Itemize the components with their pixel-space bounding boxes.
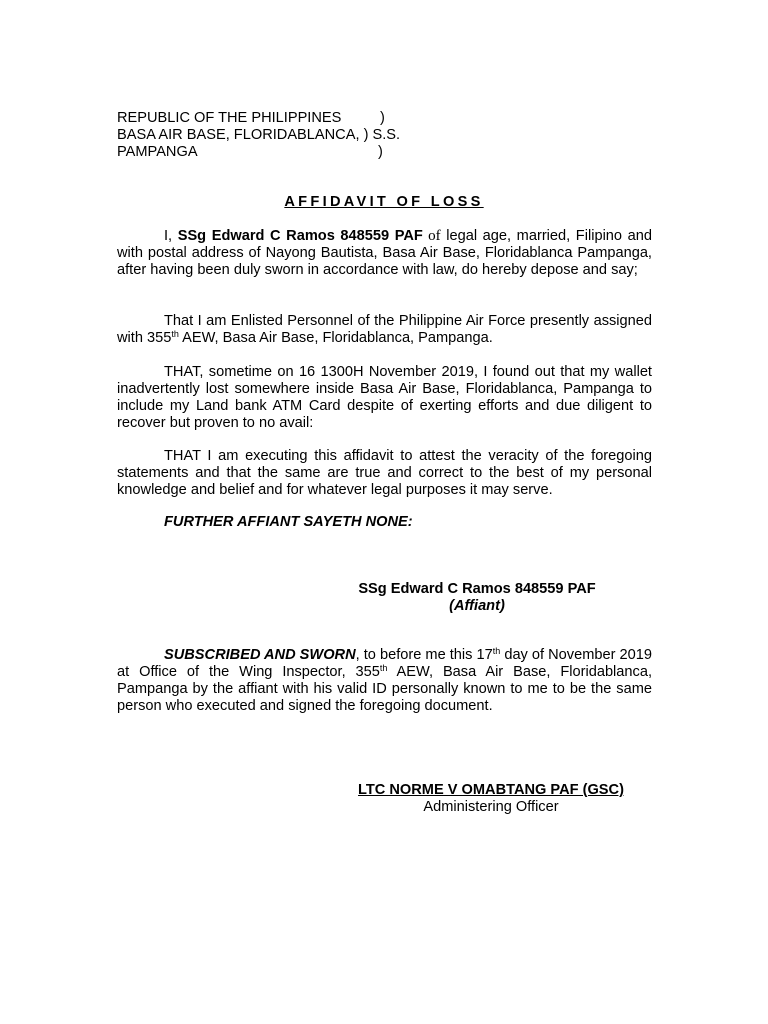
- jurat-lead: SUBSCRIBED AND SWORN: [164, 647, 356, 663]
- venue-line-3: PAMPANGA: [117, 144, 198, 160]
- jurat-text-a: , to before me this 17: [355, 647, 493, 663]
- officer-signature-block: [348, 782, 634, 816]
- further-affiant-line: FURTHER AFFIANT SAYETH NONE:: [164, 514, 413, 530]
- para1-text-b: AEW, Basa Air Base, Floridablanca, Pampanga.: [178, 330, 493, 346]
- paragraph-1: [117, 313, 652, 347]
- intro-rest: legal age, married, Filipino and with postal address of Nayong Bautista, Basa Air Base, Floridablanca Pampanga, after having been duly sworn in accordance with law, do hereby depose and say;: [117, 228, 652, 278]
- affiant-signature-name: SSg Edward C Ramos 848559 PAF: [358, 581, 596, 597]
- venue-block: [117, 110, 537, 161]
- jurat-text-b: day of November 2019 at Office of the Wing Inspector, 355: [117, 647, 652, 680]
- venue-paren-1: ): [380, 110, 385, 126]
- venue-paren-3: ): [378, 144, 383, 160]
- jurat-sup-1: th: [492, 646, 501, 656]
- jurat-text-c: AEW, Basa Air Base, Floridablanca, Pampanga by the affiant with his valid ID personally known to me to be the same person who executed and signed the foregoing document.: [117, 664, 652, 714]
- officer-signature-role: Administering Officer: [423, 799, 559, 815]
- document-title: AFFIDAVIT OF LOSS: [284, 194, 484, 210]
- para1-text-a: That I am Enlisted Personnel of the Philippine Air Force presently assigned with 355: [117, 313, 652, 346]
- officer-signature-name: LTC NORME V OMABTANG PAF (GSC): [358, 782, 624, 798]
- paragraph-3: THAT I am executing this affidavit to attest the veracity of the foregoing statements and that the same are true and correct to the best of my personal knowledge and belief and for whatever legal purposes it may serve.: [117, 448, 652, 498]
- venue-ss: ) S.S.: [363, 127, 401, 143]
- paragraph-2: THAT, sometime on 16 1300H November 2019, I found out that my wallet inadvertently lost somewhere inside Basa Air Base, Floridablanca, Pampanga to include my Land bank ATM Card despite of exerting efforts and due diligent to recover but proven to no avail:: [117, 364, 652, 431]
- intro-prefix: I,: [164, 228, 178, 244]
- intro-of: of: [422, 228, 441, 244]
- venue-line-1: REPUBLIC OF THE PHILIPPINES: [117, 110, 342, 126]
- intro-paragraph: [117, 228, 652, 279]
- jurat-paragraph: [117, 647, 652, 715]
- venue-line-2: BASA AIR BASE, FLORIDABLANCA,: [117, 127, 360, 143]
- jurat-sup-2: th: [379, 663, 388, 673]
- para1-sup: th: [171, 329, 179, 339]
- affiant-signature-role: (Affiant): [449, 598, 505, 614]
- intro-affiant-name: SSg Edward C Ramos 848559 PAF: [177, 228, 423, 244]
- affiant-signature-block: [348, 581, 606, 615]
